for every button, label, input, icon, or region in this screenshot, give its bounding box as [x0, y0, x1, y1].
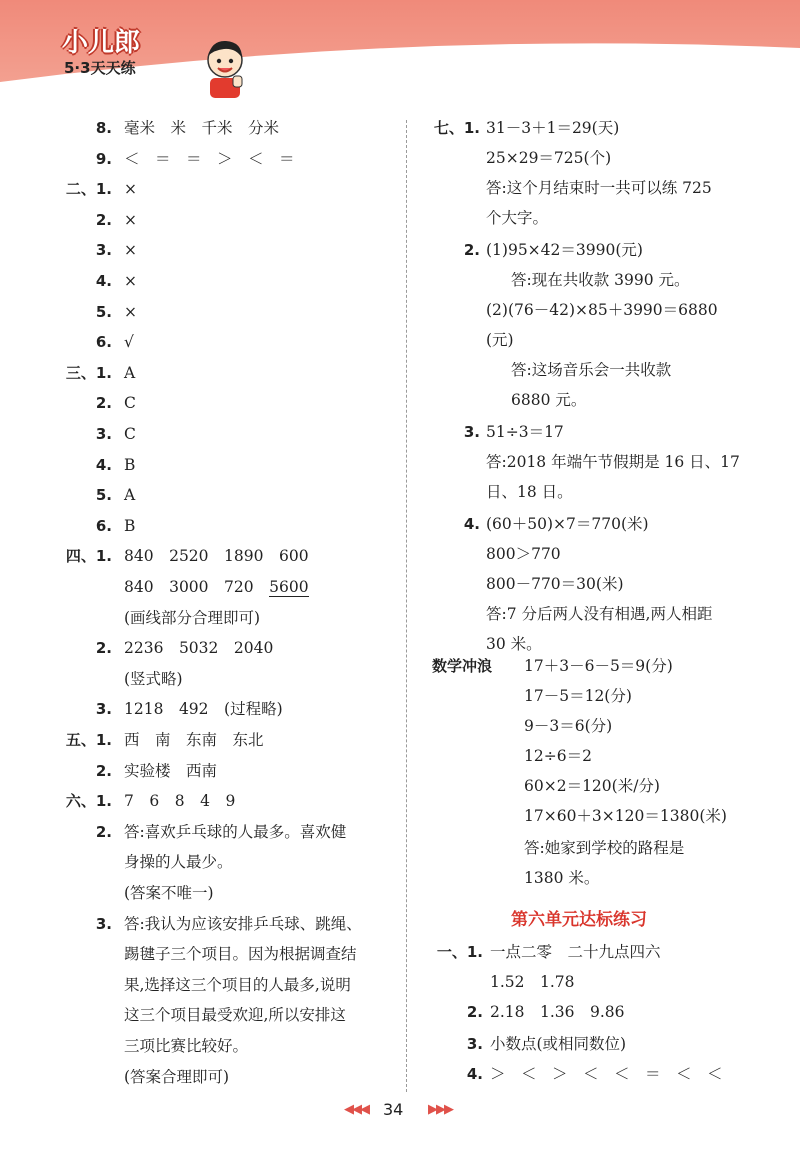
item-label: 3.	[95, 425, 112, 443]
answer-text	[124, 699, 283, 719]
answer-value: C	[124, 425, 136, 443]
answer-value: 这三个项目最受欢迎,所以安排这	[124, 1006, 346, 1025]
item-label: 4.	[463, 515, 480, 533]
answer-text: 个大字。	[486, 209, 549, 227]
item-label: 四、1.	[65, 547, 112, 566]
answer-value: √	[124, 333, 134, 352]
answer-text: 答:2018 年端午节假期是 16 日、17	[486, 453, 740, 471]
answer-value: ×	[124, 180, 137, 199]
item-label: 5.	[95, 302, 112, 321]
item-label: 3.	[95, 914, 112, 933]
item-label: 5.	[95, 486, 112, 505]
answer-text	[124, 944, 357, 964]
answer-value: ×	[124, 210, 137, 229]
item-label: 3.	[466, 1035, 483, 1053]
answer-text	[124, 118, 279, 138]
answer-value: 7 6 8 4 9	[124, 792, 236, 811]
item-label: 2.	[463, 241, 480, 259]
answer-value: 三项比赛比较好。	[124, 1037, 249, 1055]
answer-text: 60×2＝120(米/分)	[524, 777, 660, 795]
item-label: 2.	[466, 1003, 483, 1021]
answer-text: 17－5＝12(分)	[524, 687, 632, 705]
answer-text	[124, 179, 137, 199]
item-label: 3.	[95, 241, 112, 260]
answer-value: 实验楼 西南	[124, 761, 218, 780]
answer-text	[124, 210, 137, 230]
answer-text: 答:这个月结束时一共可以练 725	[486, 179, 712, 197]
answer-text	[124, 393, 136, 413]
answer-value: 果,选择这三个项目的人最多,说明	[124, 975, 351, 994]
item-label: 二、1.	[65, 180, 112, 199]
answer-text	[124, 455, 135, 475]
answer-text: 25×29＝725(个)	[486, 149, 612, 167]
answer-value: 答:我认为应该安排乒乓球、跳绳、	[124, 914, 362, 933]
answer-text	[124, 761, 217, 781]
item-label: 2.	[95, 210, 112, 229]
answer-value: C	[124, 394, 136, 413]
answer-text	[124, 975, 351, 995]
answer-text	[124, 516, 135, 536]
answer-text: ＞ ＜ ＞ ＜ ＜ ＝ ＜ ＜	[490, 1065, 723, 1083]
section-title: 第六单元达标练习	[511, 910, 647, 930]
answer-value: 西 南 东南 东北	[124, 731, 264, 749]
answer-text	[124, 271, 137, 291]
next-arrows-icon: ▶▶▶	[428, 1102, 452, 1117]
item-label: 3.	[95, 700, 112, 719]
answer-value: 840 2520 1890 600	[124, 547, 309, 566]
answer-value: ×	[124, 302, 137, 321]
answer-text	[124, 638, 273, 658]
answer-text	[124, 577, 309, 597]
answer-text: 1380 米。	[524, 869, 600, 887]
page-footer	[0, 1092, 800, 1126]
answer-value: B	[124, 516, 136, 535]
answer-value: A	[124, 363, 136, 382]
item-label: 3.	[463, 423, 480, 441]
answer-text	[124, 546, 309, 566]
answer-text: 51÷3＝17	[486, 423, 564, 441]
item-label: 4.	[95, 455, 112, 474]
item-label: 一、1.	[436, 943, 483, 961]
answer-text: 9－3＝6(分)	[524, 717, 613, 735]
answer-value: (答案合理即可)	[124, 1067, 230, 1086]
answer-text	[124, 608, 260, 628]
answer-text: 小数点(或相同数位)	[490, 1035, 627, 1053]
answer-text: (2)(76－42)×85＋3990＝6880	[486, 301, 718, 319]
answer-value: (答案不唯一)	[124, 884, 214, 902]
answer-text	[124, 914, 362, 934]
answer-value: ＜ ＝ ＝ ＞ ＜ ＝	[124, 149, 295, 168]
answer-value: 身操的人最少。	[124, 853, 233, 872]
answer-text: 1.52 1.78	[490, 973, 575, 991]
answer-value: (竖式略)	[124, 669, 183, 688]
answer-text	[124, 852, 233, 872]
answer-text: 答:这场音乐会一共收款	[511, 361, 672, 379]
answer-text	[124, 791, 235, 811]
answer-value: ×	[124, 241, 137, 260]
answer-text: 一点二零 二十九点四六	[490, 943, 661, 961]
answer-text: 6880 元。	[511, 391, 587, 409]
underlined-answer: 5600	[269, 578, 309, 596]
prev-arrows-icon: ◀◀◀	[344, 1102, 368, 1117]
column-divider	[406, 120, 407, 1092]
answer-value: 答:喜欢乒乓球的人最多。喜欢健	[124, 822, 347, 841]
answer-value: (画线部分合理即可)	[124, 608, 261, 627]
item-label: 6.	[95, 516, 112, 535]
item-label: 六、1.	[65, 792, 112, 811]
answer-text	[124, 822, 346, 842]
item-label: 2.	[95, 394, 112, 413]
answer-value: 840 3000 720	[124, 578, 270, 596]
answer-text	[124, 302, 137, 322]
answer-value: ×	[124, 272, 137, 290]
answer-text	[124, 1067, 229, 1087]
answer-value: A	[124, 486, 136, 505]
brand-series: 5·3天天练	[64, 59, 136, 77]
answer-text: 日、18 日。	[486, 483, 573, 501]
answer-text: 31－3＋1＝29(天)	[486, 119, 620, 137]
answer-value: 2236 5032 2040	[124, 639, 274, 658]
answer-value: 1218 492 (过程略)	[124, 700, 283, 719]
item-label: 七、1.	[433, 119, 480, 137]
answer-text	[124, 149, 295, 169]
answer-text	[124, 730, 264, 750]
item-label: 数学冲浪	[432, 657, 493, 675]
answer-text	[124, 332, 134, 352]
answer-text: 答:现在共收款 3990 元。	[511, 271, 690, 289]
answer-text: 答:7 分后两人没有相遇,两人相距	[486, 605, 713, 623]
answer-text	[124, 883, 214, 903]
answer-value: 毫米 米 千米 分米	[124, 119, 280, 137]
answer-text: (1)95×42＝3990(元)	[486, 241, 643, 259]
answer-text	[124, 424, 136, 444]
page-number: 34	[383, 1100, 404, 1119]
answer-text: 17＋3－6－5＝9(分)	[524, 657, 673, 675]
answer-text	[124, 485, 135, 505]
answer-text: 800＞770	[486, 545, 561, 563]
answer-text	[124, 1005, 346, 1025]
item-label: 4.	[466, 1065, 483, 1083]
answer-text: (60＋50)×7＝770(米)	[486, 515, 649, 533]
answer-text	[124, 240, 137, 260]
item-label: 2.	[95, 822, 112, 841]
answer-text: 800－770＝30(米)	[486, 575, 624, 593]
answer-value: 踢毽子三个项目。因为根据调查结	[124, 945, 357, 964]
answer-text: 答:她家到学校的路程是	[524, 839, 685, 857]
answer-text: 2.18 1.36 9.86	[490, 1003, 625, 1021]
brand-title: 小儿郎	[62, 28, 141, 58]
answer-text: (元)	[486, 331, 514, 349]
answer-text: 17×60＋3×120＝1380(米)	[524, 807, 727, 825]
item-label: 6.	[95, 333, 112, 352]
brand-logo	[62, 22, 192, 82]
item-label: 2.	[95, 639, 112, 658]
item-label: 2.	[95, 761, 112, 780]
answer-text	[124, 1036, 248, 1056]
item-label: 8.	[95, 119, 112, 137]
answer-text	[124, 669, 183, 689]
item-label: 4.	[95, 272, 112, 290]
item-label: 三、1.	[65, 363, 112, 382]
answer-value: B	[124, 455, 136, 474]
mascot-icon	[200, 36, 250, 100]
answer-text	[124, 363, 135, 383]
item-label: 9.	[95, 149, 112, 168]
answer-text: 12÷6＝2	[524, 747, 592, 765]
item-label: 五、1.	[65, 731, 112, 749]
answer-text: 30 米。	[486, 635, 542, 653]
